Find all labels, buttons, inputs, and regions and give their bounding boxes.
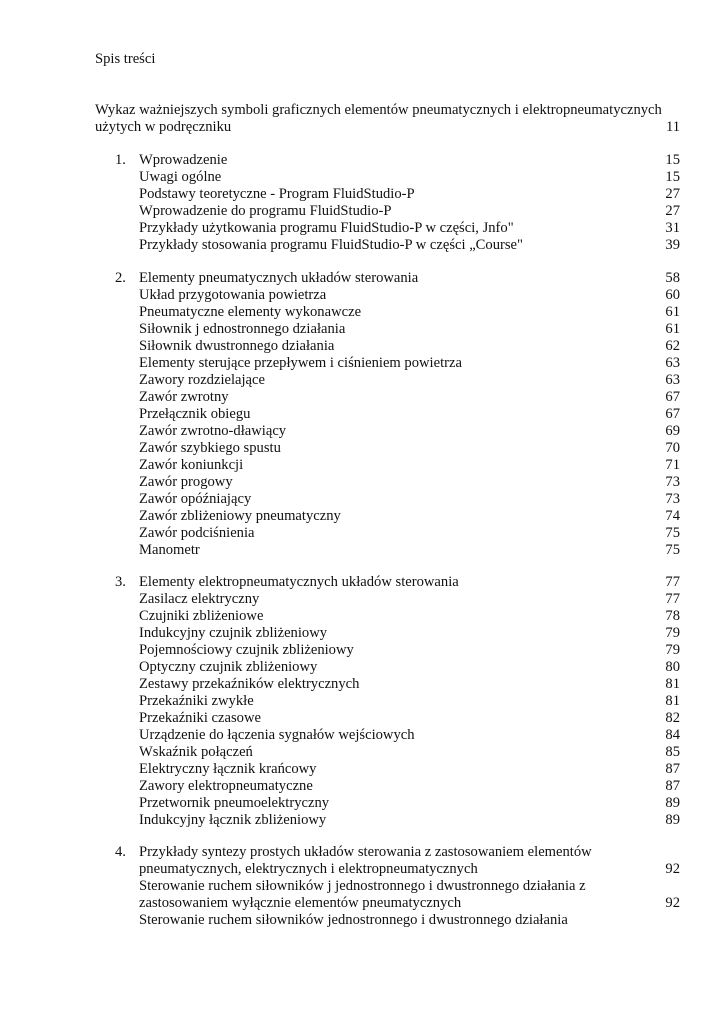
toc-entry-label: Przykłady użytkowania programu FluidStudio-P w części, Jnfo" <box>139 220 514 236</box>
toc-entry-page: 73 <box>665 474 680 490</box>
toc-entry-page: 39 <box>665 237 680 253</box>
toc-entry-label: Zawór koniunkcji <box>139 457 244 473</box>
toc-entry-label: Zawory rozdzielające <box>139 372 265 388</box>
toc-entry-page: 81 <box>665 676 680 692</box>
toc-entry-page: 80 <box>665 659 680 675</box>
section-page: 58 <box>665 270 680 286</box>
toc-entry-page: 67 <box>665 406 680 422</box>
toc-entry-label: Zawór opóźniający <box>139 491 252 507</box>
toc-entry-page: 92 <box>665 895 680 911</box>
toc-entry-page: 15 <box>665 169 680 185</box>
toc-entry-page: 27 <box>665 186 680 202</box>
toc-entry-page: 79 <box>665 642 680 658</box>
toc-entry-page: 75 <box>665 542 680 558</box>
section-page: 15 <box>665 152 680 168</box>
toc-entry-page: 70 <box>665 440 680 456</box>
toc-entry-page: 69 <box>665 423 680 439</box>
toc-entry-label: Pneumatyczne elementy wykonawcze <box>139 304 362 320</box>
toc-entry-page: 87 <box>665 761 680 777</box>
toc-entry-label: Układ przygotowania powietrza <box>139 287 327 303</box>
toc-entry-page: 78 <box>665 608 680 624</box>
section-number: 1. <box>115 152 126 168</box>
toc-entry-label: Optyczny czujnik zbliżeniowy <box>139 659 318 675</box>
section-heading-line-1: Przykłady syntezy prostych układów sterowania z zastosowaniem elementów <box>139 844 592 860</box>
toc-entry-page: 61 <box>665 321 680 337</box>
toc-entry-label: Zestawy przekaźników elektrycznych <box>139 676 360 692</box>
toc-entry-page: 75 <box>665 525 680 541</box>
toc-entry-page: 27 <box>665 203 680 219</box>
toc-entry-label: Manometr <box>139 542 200 558</box>
toc-entry-label: Wskaźnik połączeń <box>139 744 253 760</box>
toc-entry-label: Zawór zbliżeniowy pneumatyczny <box>139 508 341 524</box>
section-page: 92 <box>665 861 680 877</box>
toc-entry-label: Pojemnościowy czujnik zbliżeniowy <box>139 642 354 658</box>
toc-entry-page: 61 <box>665 304 680 320</box>
toc-entry-page: 87 <box>665 778 680 794</box>
toc-entry-page: 81 <box>665 693 680 709</box>
toc-entry-label: Indukcyjny czujnik zbliżeniowy <box>139 625 328 641</box>
toc-entry-page: 67 <box>665 389 680 405</box>
toc-entry-page: 79 <box>665 625 680 641</box>
toc-entry-page: 31 <box>665 220 680 236</box>
toc-entry-label: Przetwornik pneumoelektryczny <box>139 795 330 811</box>
toc-entry-label: Czujniki zbliżeniowe <box>139 608 264 624</box>
section-heading-line-2: pneumatycznych, elektrycznych i elektropneumatycznych <box>139 861 478 877</box>
toc-entry-label: Zawór szybkiego spustu <box>139 440 281 456</box>
toc-entry-label: Przekaźniki czasowe <box>139 710 261 726</box>
toc-entry-page: 74 <box>665 508 680 524</box>
toc-entry-page: 62 <box>665 338 680 354</box>
toc-entry-label: Sterowanie ruchem siłowników jednostronnego i dwustronnego działania <box>139 912 568 928</box>
section-number: 3. <box>115 574 126 590</box>
toc-entry-label: Elementy sterujące przepływem i ciśnieniem powietrza <box>139 355 462 371</box>
intro-line-2: użytych w podręczniku <box>95 119 232 135</box>
intro-line-1: Wykaz ważniejszych symboli graficznych elementów pneumatycznych i elektropneumatycznych <box>95 102 662 118</box>
toc-entry-page: 71 <box>665 457 680 473</box>
toc-entry-page: 60 <box>665 287 680 303</box>
section-heading: Elementy pneumatycznych układów sterowania <box>139 270 419 286</box>
toc-entry-label-line-2: zastosowaniem wyłącznie elementów pneumatycznych <box>139 895 462 911</box>
page-title: Spis treści <box>95 51 156 67</box>
toc-entry-label: Siłownik j ednostronnego działania <box>139 321 346 337</box>
toc-entry-label: Zawór progowy <box>139 474 233 490</box>
toc-entry-page: 73 <box>665 491 680 507</box>
toc-entry-label: Przełącznik obiegu <box>139 406 251 422</box>
toc-entry-label: Siłownik dwustronnego działania <box>139 338 335 354</box>
toc-entry-page: 63 <box>665 355 680 371</box>
intro-page: 11 <box>665 119 680 135</box>
toc-entry-page: 84 <box>665 727 680 743</box>
toc-entry-label: Uwagi ogólne <box>139 169 222 185</box>
toc-entry-label: Zawór podciśnienia <box>139 525 255 541</box>
section-heading: Wprowadzenie <box>139 152 228 168</box>
toc-entry-page: 82 <box>665 710 680 726</box>
toc-entry-label-line-1: Sterowanie ruchem siłowników j jednostronnego i dwustronnego działania z <box>139 878 586 894</box>
toc-entry-label: Zawór zwrotno-dławiący <box>139 423 287 439</box>
toc-entry-page: 89 <box>665 812 680 828</box>
toc-entry-label: Podstawy teoretyczne - Program FluidStudio-P <box>139 186 415 202</box>
toc-entry-page: 85 <box>665 744 680 760</box>
toc-entry-label: Przekaźniki zwykłe <box>139 693 254 709</box>
section-heading: Elementy elektropneumatycznych układów sterowania <box>139 574 459 590</box>
toc-entry-label: Urządzenie do łączenia sygnałów wejściowych <box>139 727 415 743</box>
section-number: 2. <box>115 270 126 286</box>
toc-entry-label: Przykłady stosowania programu FluidStudio-P w części „Course" <box>139 237 523 253</box>
section-page: 77 <box>665 574 680 590</box>
toc-entry-label: Zawory elektropneumatyczne <box>139 778 313 794</box>
toc-entry-label: Elektryczny łącznik krańcowy <box>139 761 317 777</box>
toc-entry-page: 77 <box>665 591 680 607</box>
toc-entry-page: 63 <box>665 372 680 388</box>
toc-entry-page: 89 <box>665 795 680 811</box>
toc-entry-label: Wprowadzenie do programu FluidStudio-P <box>139 203 392 219</box>
toc-entry-label: Zawór zwrotny <box>139 389 229 405</box>
toc-entry-label: Indukcyjny łącznik zbliżeniowy <box>139 812 327 828</box>
toc-entry-label: Zasilacz elektryczny <box>139 591 260 607</box>
section-number: 4. <box>115 844 126 860</box>
